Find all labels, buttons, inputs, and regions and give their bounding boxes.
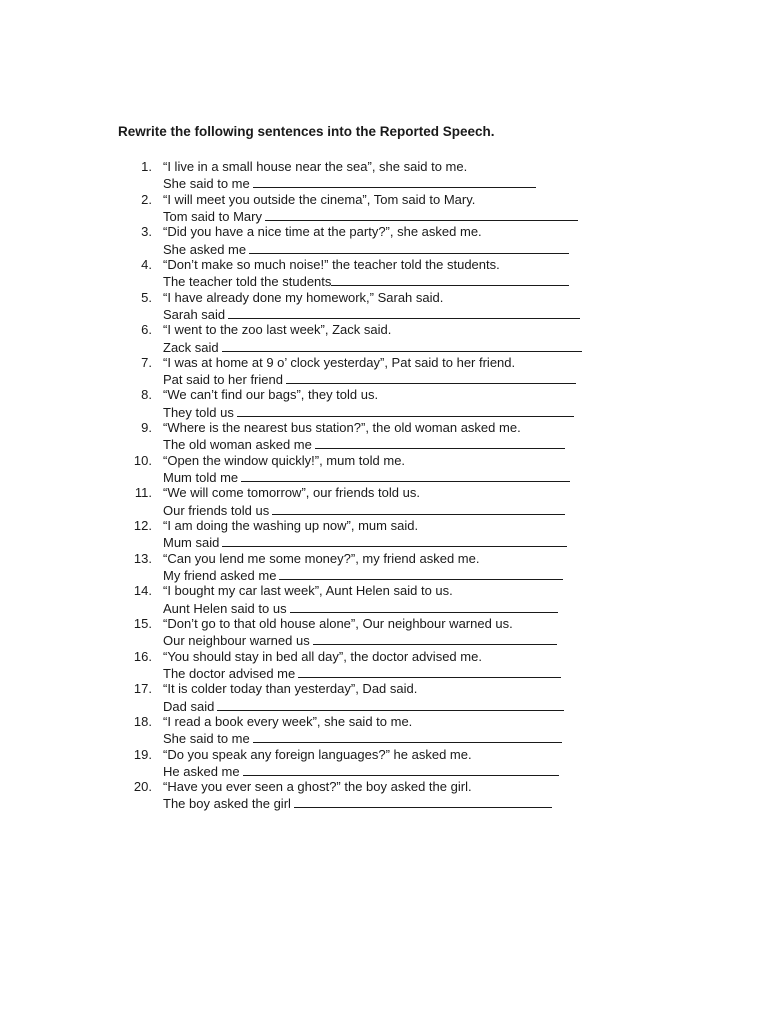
answer-blank[interactable]	[241, 469, 570, 482]
answer-prompt: Our friends told us	[163, 502, 270, 518]
exercise-list	[0, 159, 768, 812]
list-item	[0, 290, 768, 323]
item-number: 17.	[133, 681, 152, 697]
page-title: Rewrite the following sentences into the Reported Speech.	[118, 124, 495, 139]
direct-speech-sentence: “Don’t go to that old house alone”, Our neighbour warned us.	[163, 615, 513, 631]
answer-blank[interactable]	[253, 175, 536, 188]
list-item	[0, 387, 768, 420]
answer-blank[interactable]	[222, 339, 582, 352]
list-item	[0, 420, 768, 453]
answer-blank[interactable]	[294, 795, 552, 808]
answer-blank[interactable]	[253, 730, 562, 743]
answer-prompt: He asked me	[163, 763, 240, 779]
direct-speech-sentence: “Have you ever seen a ghost?” the boy asked the girl.	[163, 779, 472, 795]
item-number: 16.	[133, 648, 152, 664]
direct-speech-sentence: “I read a book every week”, she said to me.	[163, 713, 413, 729]
answer-prompt: She said to me	[163, 176, 250, 192]
answer-prompt: They told us	[163, 404, 234, 420]
item-number: 18.	[133, 713, 152, 729]
answer-blank[interactable]	[279, 567, 563, 580]
item-number: 1.	[141, 159, 152, 174]
list-item	[0, 224, 768, 257]
answer-blank[interactable]	[249, 241, 569, 254]
item-number: 12.	[133, 518, 152, 534]
answer-prompt: Mum said	[163, 535, 220, 551]
direct-speech-sentence: “I bought my car last week”, Aunt Helen said to us.	[163, 583, 453, 599]
answer-prompt: The doctor advised me	[163, 665, 296, 681]
list-item	[0, 322, 768, 355]
answer-blank[interactable]	[237, 404, 574, 417]
list-item	[0, 257, 768, 290]
answer-blank[interactable]	[222, 534, 567, 547]
answer-blank[interactable]	[286, 371, 576, 384]
direct-speech-sentence: “Can you lend me some money?”, my friend asked me.	[163, 550, 480, 566]
item-number: 6.	[141, 322, 152, 338]
item-number: 11.	[134, 485, 152, 501]
answer-blank[interactable]	[331, 273, 569, 286]
answer-prompt: She said to me	[163, 731, 250, 747]
list-item	[0, 616, 768, 649]
direct-speech-sentence: “I was at home at 9 o’ clock yesterday”, Pat said to her friend.	[163, 354, 516, 370]
item-number: 15.	[133, 615, 152, 631]
direct-speech-sentence: “You should stay in bed all day”, the doctor advised me.	[163, 648, 482, 664]
direct-speech-sentence: “Open the window quickly!”, mum told me.	[163, 452, 406, 468]
item-number: 8.	[141, 387, 152, 403]
direct-speech-sentence: “We will come tomorrow”, our friends told us.	[163, 485, 420, 501]
direct-speech-sentence: “We can’t find our bags”, they told us.	[163, 387, 379, 403]
answer-prompt: The teacher told the students	[163, 274, 332, 290]
answer-blank[interactable]	[298, 665, 561, 678]
answer-prompt: Pat said to her friend	[163, 372, 283, 388]
list-item	[0, 485, 768, 518]
answer-prompt: Our neighbour warned us	[163, 633, 310, 649]
answer-prompt: Tom said to Mary	[163, 208, 262, 224]
answer-prompt: She asked me	[163, 241, 247, 257]
direct-speech-sentence: “Did you have a nice time at the party?”, she asked me.	[163, 224, 482, 240]
direct-speech-sentence: “I went to the zoo last week”, Zack said.	[163, 322, 392, 338]
direct-speech-sentence: “I have already done my homework,” Sarah said.	[163, 289, 444, 305]
direct-speech-sentence: “Do you speak any foreign languages?” he asked me.	[163, 746, 472, 762]
item-number: 14.	[133, 583, 152, 599]
direct-speech-sentence: “I will meet you outside the cinema”, Tom said to Mary.	[163, 191, 476, 207]
item-number: 10.	[133, 452, 152, 468]
direct-speech-sentence: “Don’t make so much noise!” the teacher told the students.	[163, 256, 500, 272]
list-item	[0, 583, 768, 616]
item-number: 20.	[133, 779, 152, 795]
direct-speech-sentence: “Where is the nearest bus station?”, the old woman asked me.	[163, 420, 521, 436]
answer-blank[interactable]	[315, 436, 565, 449]
item-number: 5.	[141, 289, 152, 305]
answer-prompt: The old woman asked me	[163, 437, 312, 453]
item-number: 9.	[141, 420, 152, 436]
list-item	[0, 714, 768, 747]
answer-prompt: Sarah said	[163, 306, 226, 322]
answer-blank[interactable]	[243, 763, 559, 776]
answer-blank[interactable]	[313, 632, 557, 645]
list-item	[0, 681, 768, 714]
direct-speech-sentence: “I live in a small house near the sea”, she said to me.	[163, 159, 468, 174]
direct-speech-sentence: “I am doing the washing up now”, mum said.	[163, 518, 419, 534]
list-item	[0, 779, 768, 812]
list-item	[0, 355, 768, 388]
answer-prompt: Dad said	[163, 698, 215, 714]
answer-prompt: Mum told me	[163, 470, 239, 486]
answer-blank[interactable]	[265, 208, 578, 221]
answer-prompt: My friend asked me	[163, 567, 277, 583]
answer-prompt: Aunt Helen said to us	[163, 600, 287, 616]
answer-prompt: The boy asked the girl	[163, 796, 291, 812]
item-number: 13.	[133, 550, 152, 566]
answer-blank[interactable]	[217, 698, 564, 711]
answer-blank[interactable]	[290, 600, 558, 613]
list-item	[0, 551, 768, 584]
list-item	[0, 747, 768, 780]
list-item	[0, 649, 768, 682]
item-number: 7.	[141, 354, 152, 370]
list-item	[0, 192, 768, 225]
item-number: 2.	[141, 191, 152, 207]
answer-prompt: Zack said	[163, 339, 219, 355]
direct-speech-sentence: “It is colder today than yesterday”, Dad said.	[163, 681, 418, 697]
list-item	[0, 159, 768, 192]
item-number: 19.	[133, 746, 152, 762]
list-item	[0, 518, 768, 551]
item-number: 4.	[141, 256, 152, 272]
answer-blank[interactable]	[228, 306, 580, 319]
list-item	[0, 453, 768, 486]
item-number: 3.	[141, 224, 152, 240]
answer-blank[interactable]	[272, 502, 565, 515]
